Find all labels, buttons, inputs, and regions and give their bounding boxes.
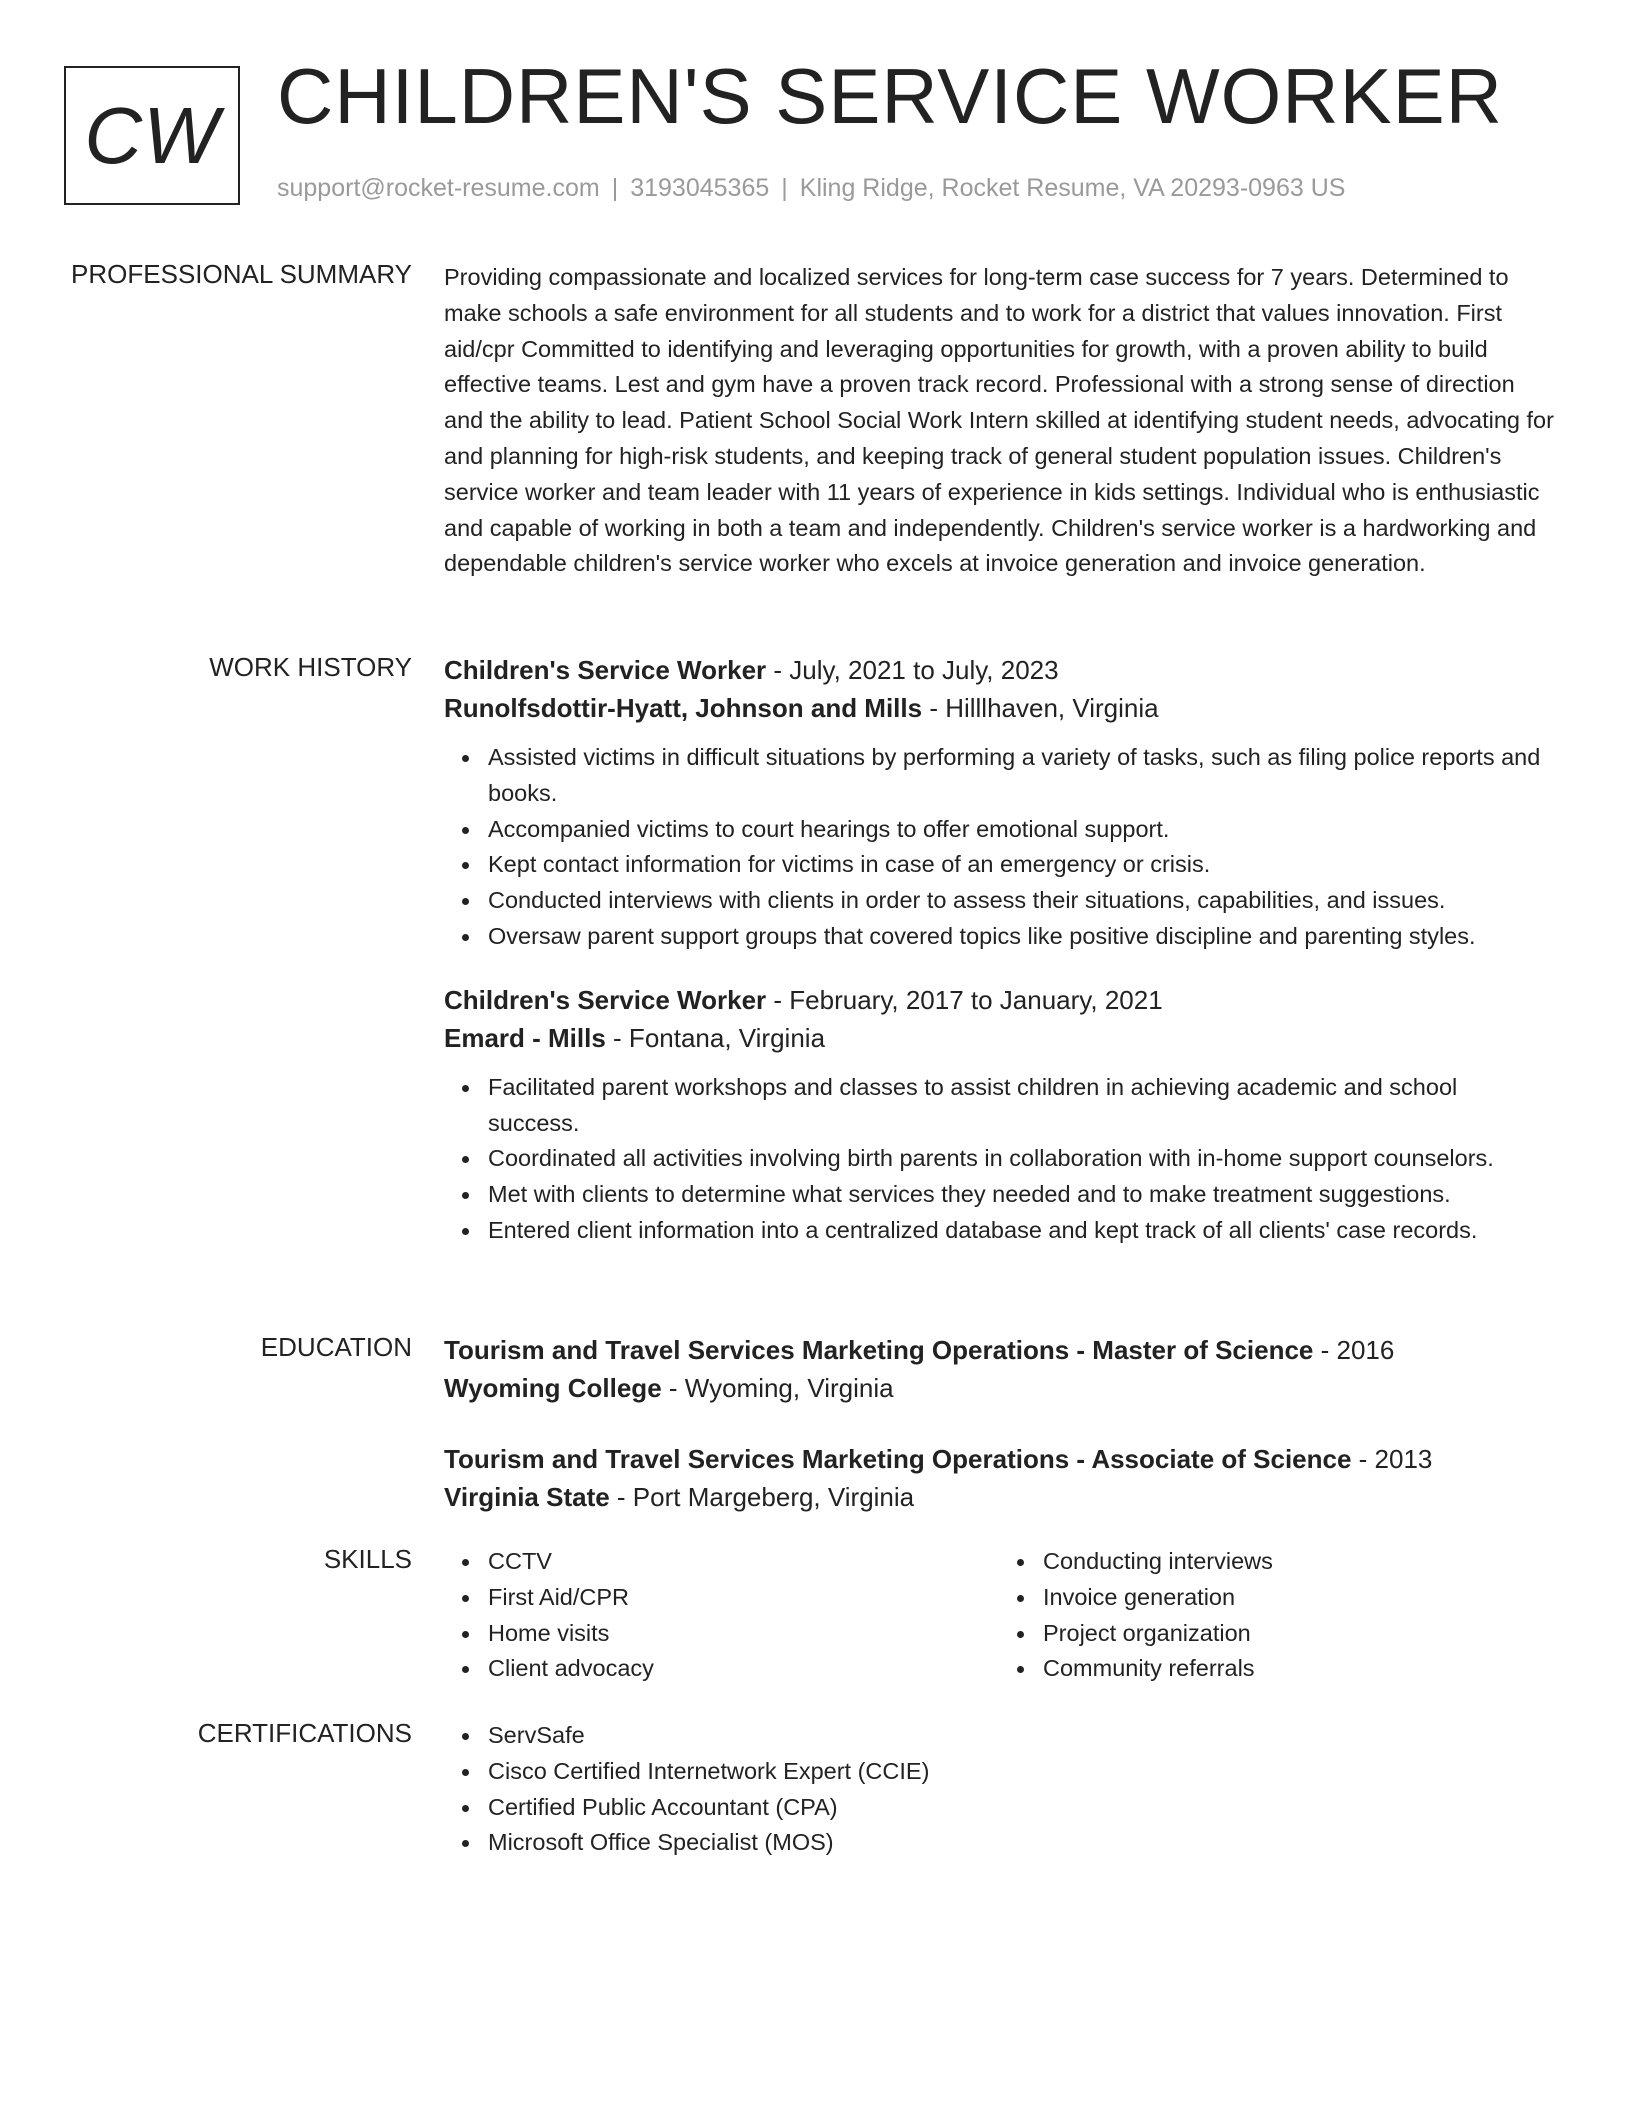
contact-email[interactable]: support@rocket-resume.com: [277, 174, 600, 202]
list-item: Project organization: [1043, 1616, 1554, 1652]
job-title: Children's Service Worker: [444, 984, 767, 1015]
summary-content: [444, 260, 1554, 582]
job-title-line: [444, 982, 1554, 1019]
employer-line: [444, 689, 1554, 728]
list-item: Facilitated parent workshops and classes to assist children in achieving academic and school success.: [488, 1070, 1554, 1142]
job-title: Children's Service Worker: [444, 655, 767, 685]
list-item: Conducted interviews with clients in order to assess their situations, capabilities, and issues.: [488, 883, 1554, 919]
skills-list-right: [999, 1544, 1554, 1687]
skills-columns: [444, 1544, 1554, 1687]
list-item: Assisted victims in difficult situations by performing a variety of tasks, such as filing police reports and books.: [488, 740, 1554, 812]
employer-name: Emard - Mills: [444, 1022, 606, 1053]
contact-separator: |: [781, 174, 788, 202]
job-entry: [444, 652, 1554, 955]
list-item: Coordinated all activities involving birth parents in collaboration with in-home support counselors.: [488, 1141, 1554, 1177]
degree-year: - 2013: [1351, 1444, 1433, 1474]
job-entry: [444, 982, 1554, 1249]
degree-name: Tourism and Travel Services Marketing Operations - Associate of Science: [444, 1444, 1352, 1474]
section-label-summary: PROFESSIONAL SUMMARY: [71, 259, 412, 289]
employer-line: [444, 1019, 1554, 1058]
school-name: Wyoming College: [444, 1373, 662, 1403]
contact-phone[interactable]: 3193045365: [630, 174, 770, 202]
job-duties-list: [444, 740, 1554, 955]
list-item: Microsoft Office Specialist (MOS): [488, 1825, 1554, 1861]
section-label-certifications: CERTIFICATIONS: [197, 1718, 412, 1748]
list-item: First Aid/CPR: [488, 1580, 999, 1616]
list-item: Entered client information into a centralized database and kept track of all clients' case records.: [488, 1213, 1554, 1249]
school-name: Virginia State: [444, 1482, 610, 1512]
degree-name: Tourism and Travel Services Marketing Operations - Master of Science: [444, 1335, 1314, 1365]
employer-location: - Fontana, Virginia: [605, 1022, 826, 1053]
section-label-skills: SKILLS: [323, 1544, 412, 1574]
list-item: Met with clients to determine what services they needed and to make treatment suggestions.: [488, 1177, 1554, 1213]
summary-text: Providing compassionate and localized services for long-term case success for 7 years. Determined to make schools a safe environment for all students and to work for a district that values innovation. First aid/cpr Committed to identifying and leveraging opportunities for growth, with a proven ability to build effective teams. Lest and gym have a proven track record. Professional with a strong sense of direction and the ability to lead. Patient School Social Work Intern skilled at identifying student needs, advocating for and planning for high-risk students, and keeping track of general student population issues. Children's service worker and team leader with 11 years of experience in kids settings. Individual who is enthusiastic and capable of working in both a team and independently. Children's service worker is a hardworking and dependable children's service worker who excels at invoice generation and invoice generation.: [444, 264, 1554, 577]
list-item: Certified Public Accountant (CPA): [488, 1790, 1554, 1826]
list-item: ServSafe: [488, 1718, 1554, 1754]
page-title: CHILDREN'S SERVICE WORKER: [277, 52, 1504, 140]
list-item: Client advocacy: [488, 1651, 999, 1687]
skills-list-left: [444, 1544, 999, 1687]
education-content: [444, 1332, 1554, 1517]
school-location: - Wyoming, Virginia: [661, 1373, 894, 1403]
list-item: Community referrals: [1043, 1651, 1554, 1687]
job-duties-list: [444, 1070, 1554, 1249]
employer-name: Runolfsdottir-Hyatt, Johnson and Mills: [444, 693, 923, 723]
list-item: CCTV: [488, 1544, 999, 1580]
school-line: [444, 1478, 1554, 1517]
degree-line: [444, 1441, 1554, 1478]
school-line: [444, 1369, 1554, 1408]
certifications-list: [444, 1718, 1554, 1861]
section-label-education: EDUCATION: [260, 1332, 412, 1362]
degree-line: [444, 1332, 1554, 1369]
list-item: Home visits: [488, 1616, 999, 1652]
certifications-content: [444, 1718, 1554, 1861]
list-item: Conducting interviews: [1043, 1544, 1554, 1580]
job-title-line: [444, 652, 1554, 689]
monogram-logo: CW: [64, 66, 240, 205]
contact-separator: |: [611, 174, 619, 202]
skills-content: [444, 1544, 1554, 1687]
school-location: - Port Margeberg, Virginia: [609, 1482, 915, 1512]
job-dates: - February, 2017 to January, 2021: [766, 984, 1163, 1015]
list-item: Kept contact information for victims in case of an emergency or crisis.: [488, 847, 1554, 883]
work-history-content: [444, 652, 1554, 1249]
employer-location: - Hilllhaven, Virginia: [922, 693, 1159, 723]
list-item: Cisco Certified Internetwork Expert (CCIE): [488, 1754, 1554, 1790]
education-entry: [444, 1441, 1554, 1517]
degree-year: - 2016: [1313, 1335, 1395, 1365]
list-item: Oversaw parent support groups that covered topics like positive discipline and parenting styles.: [488, 919, 1554, 955]
job-dates: - July, 2021 to July, 2023: [766, 655, 1059, 685]
section-label-work-history: WORK HISTORY: [209, 652, 412, 682]
contact-line: [277, 174, 1345, 203]
list-item: Accompanied victims to court hearings to offer emotional support.: [488, 812, 1554, 848]
list-item: Invoice generation: [1043, 1580, 1554, 1616]
contact-address: Kling Ridge, Rocket Resume, VA 20293-0963 US: [799, 174, 1346, 202]
education-entry: [444, 1332, 1554, 1408]
